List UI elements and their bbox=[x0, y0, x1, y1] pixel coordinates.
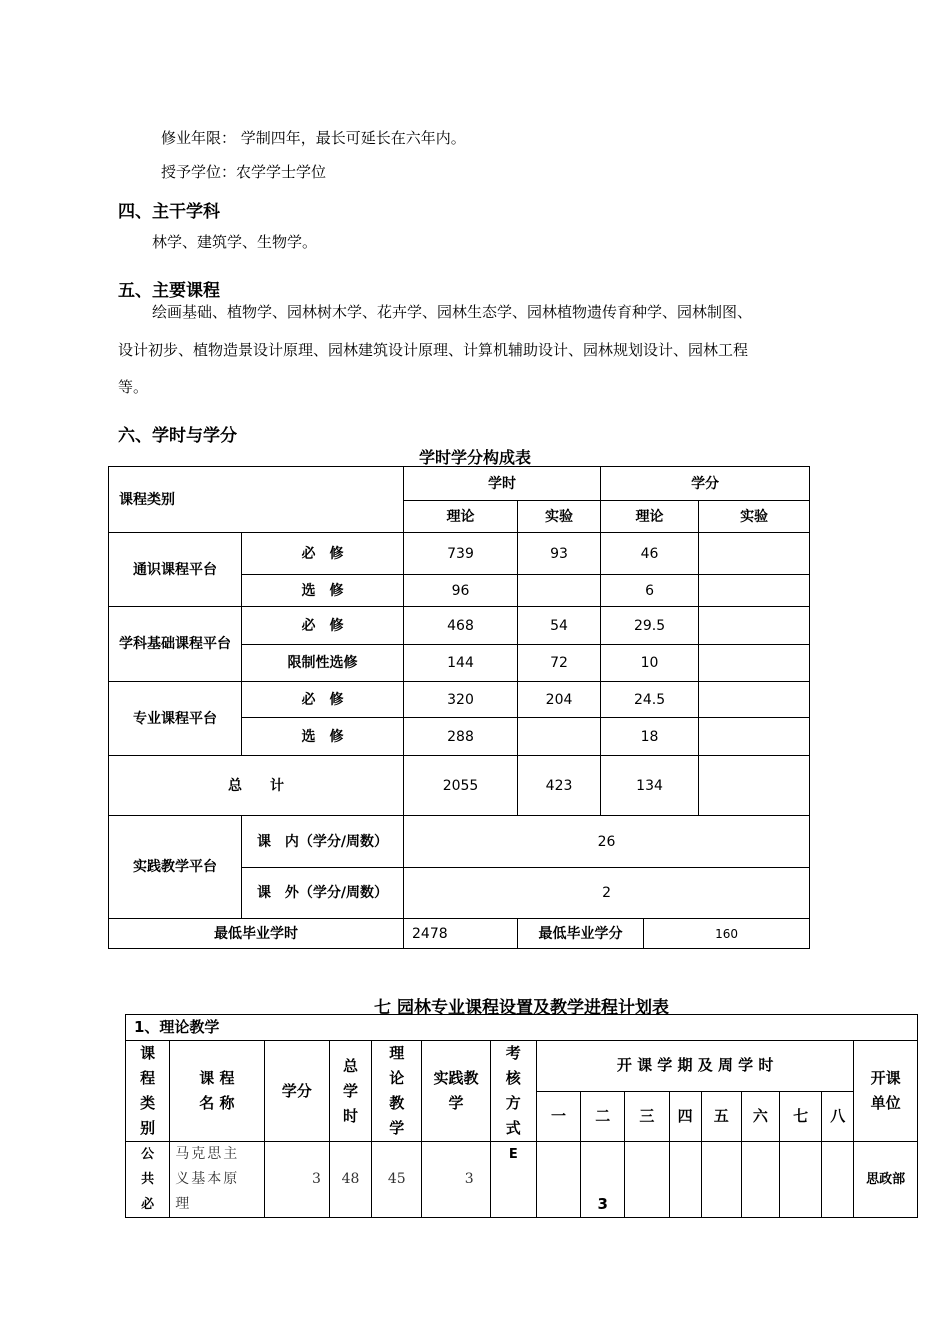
header-total-hours: 总 学 时 bbox=[329, 1041, 371, 1142]
section-5-line-3: 等。 bbox=[118, 378, 149, 396]
min-hours-value: 2478 bbox=[404, 919, 518, 949]
row-sem-2: 3 bbox=[581, 1142, 625, 1218]
row-type: 选 修 bbox=[242, 718, 404, 756]
group-major: 专业课程平台 bbox=[109, 682, 242, 756]
header-exam-method: 考 核 方 式 bbox=[490, 1041, 536, 1142]
plan-section-label: 1、理论教学 bbox=[126, 1015, 918, 1041]
cell-theory-hours: 739 bbox=[404, 533, 518, 575]
semester-4: 四 bbox=[669, 1091, 701, 1142]
cell-lab-credits bbox=[699, 682, 810, 718]
semester-3: 三 bbox=[625, 1091, 669, 1142]
row-credits: 3 bbox=[264, 1142, 329, 1218]
row-total-hours: 48 bbox=[329, 1142, 371, 1218]
header-theory-hours: 理论 bbox=[404, 501, 518, 533]
section-5-heading: 五、主要课程 bbox=[118, 281, 220, 301]
row-type: 必 修 bbox=[242, 533, 404, 575]
total-lab-hours: 423 bbox=[518, 756, 601, 816]
row-course-name: 马克思主 义基本原 理 bbox=[170, 1142, 264, 1218]
header-category: 课程类别 bbox=[109, 467, 404, 533]
row-sem-4 bbox=[669, 1142, 701, 1218]
group-practice: 实践教学平台 bbox=[109, 816, 242, 919]
cell-lab-credits bbox=[699, 575, 810, 607]
cell-lab-credits bbox=[699, 607, 810, 645]
total-credits: 134 bbox=[601, 756, 699, 816]
practice-out-label: 课 外（学分/周数） bbox=[242, 868, 404, 919]
cell-credits: 46 bbox=[601, 533, 699, 575]
header-practice-teaching: 实践教 学 bbox=[422, 1041, 490, 1142]
header-credits: 学分 bbox=[601, 467, 810, 501]
practice-out-value: 2 bbox=[404, 868, 810, 919]
total-label: 总 计 bbox=[109, 756, 404, 816]
semester-8: 八 bbox=[822, 1091, 854, 1142]
section-4-heading: 四、主干学科 bbox=[118, 202, 220, 222]
row-sem-6 bbox=[741, 1142, 779, 1218]
header-lab-credits: 实验 bbox=[699, 501, 810, 533]
cell-credits: 6 bbox=[601, 575, 699, 607]
practice-in-value: 26 bbox=[404, 816, 810, 868]
cell-lab-credits bbox=[699, 718, 810, 756]
cell-theory-hours: 288 bbox=[404, 718, 518, 756]
cell-lab-hours bbox=[518, 575, 601, 607]
min-credits-label: 最低毕业学分 bbox=[518, 919, 644, 949]
section-4-text: 林学、建筑学、生物学。 bbox=[152, 233, 318, 251]
row-sem-8 bbox=[822, 1142, 854, 1218]
total-lab-credits bbox=[699, 756, 810, 816]
credit-table bbox=[108, 466, 810, 949]
group-subject-foundation: 学科基础课程平台 bbox=[109, 607, 242, 682]
cell-lab-hours: 54 bbox=[518, 607, 601, 645]
header-theory-credits: 理论 bbox=[601, 501, 699, 533]
row-theory-hours: 45 bbox=[372, 1142, 422, 1218]
cell-lab-credits bbox=[699, 645, 810, 682]
cell-theory-hours: 468 bbox=[404, 607, 518, 645]
min-credits-value: 160 bbox=[644, 919, 810, 949]
cell-lab-hours: 93 bbox=[518, 533, 601, 575]
practice-in-label: 课 内（学分/周数） bbox=[242, 816, 404, 868]
header-department: 开课 单位 bbox=[854, 1041, 918, 1142]
row-type: 选 修 bbox=[242, 575, 404, 607]
credit-table-title: 学时学分构成表 bbox=[418, 448, 531, 467]
cell-credits: 10 bbox=[601, 645, 699, 682]
cell-lab-hours bbox=[518, 718, 601, 756]
section-5-line-1: 绘画基础、植物学、园林树木学、花卉学、园林生态学、园林植物遗传育种学、园林制图、 bbox=[152, 303, 753, 321]
row-sem-3 bbox=[625, 1142, 669, 1218]
header-course-type: 课 程 类 别 bbox=[126, 1041, 170, 1142]
cell-lab-hours: 72 bbox=[518, 645, 601, 682]
semester-6: 六 bbox=[741, 1091, 779, 1142]
degree-text: 授予学位：农学学士学位 bbox=[161, 163, 327, 181]
row-exam-method: E bbox=[490, 1142, 536, 1218]
header-theory-teaching: 理 论 教 学 bbox=[372, 1041, 422, 1142]
row-course-type: 公 共 必 bbox=[126, 1142, 170, 1218]
cell-credits: 24.5 bbox=[601, 682, 699, 718]
header-semesters: 开 课 学 期 及 周 学 时 bbox=[536, 1041, 853, 1092]
row-sem-7 bbox=[780, 1142, 822, 1218]
row-sem-1 bbox=[536, 1142, 580, 1218]
header-hours: 学时 bbox=[404, 467, 601, 501]
min-hours-label: 最低毕业学时 bbox=[109, 919, 404, 949]
group-general: 通识课程平台 bbox=[109, 533, 242, 607]
semester-2: 二 bbox=[581, 1091, 625, 1142]
header-course-name: 课 程 名 称 bbox=[170, 1041, 264, 1142]
header-lab-hours: 实验 bbox=[518, 501, 601, 533]
cell-credits: 29.5 bbox=[601, 607, 699, 645]
row-type: 限制性选修 bbox=[242, 645, 404, 682]
course-plan-table bbox=[125, 1014, 918, 1218]
semester-7: 七 bbox=[780, 1091, 822, 1142]
row-practice-hours: 3 bbox=[422, 1142, 490, 1218]
semester-1: 一 bbox=[536, 1091, 580, 1142]
semester-5: 五 bbox=[701, 1091, 741, 1142]
cell-lab-credits bbox=[699, 533, 810, 575]
plan-table-title: 七 园林专业课程设置及教学进程计划表 bbox=[374, 998, 669, 1018]
row-type: 必 修 bbox=[242, 607, 404, 645]
cell-theory-hours: 144 bbox=[404, 645, 518, 682]
cell-theory-hours: 96 bbox=[404, 575, 518, 607]
study-years-text: 修业年限： 学制四年，最长可延长在六年内。 bbox=[161, 129, 466, 147]
total-theory-hours: 2055 bbox=[404, 756, 518, 816]
row-sem-5 bbox=[701, 1142, 741, 1218]
header-credits: 学分 bbox=[264, 1041, 329, 1142]
row-department: 思政部 bbox=[854, 1142, 918, 1218]
row-type: 必 修 bbox=[242, 682, 404, 718]
cell-credits: 18 bbox=[601, 718, 699, 756]
cell-theory-hours: 320 bbox=[404, 682, 518, 718]
cell-lab-hours: 204 bbox=[518, 682, 601, 718]
section-5-line-2: 设计初步、植物造景设计原理、园林建筑设计原理、计算机辅助设计、园林规划设计、园林工程 bbox=[118, 341, 749, 359]
section-6-heading: 六、学时与学分 bbox=[118, 426, 237, 446]
